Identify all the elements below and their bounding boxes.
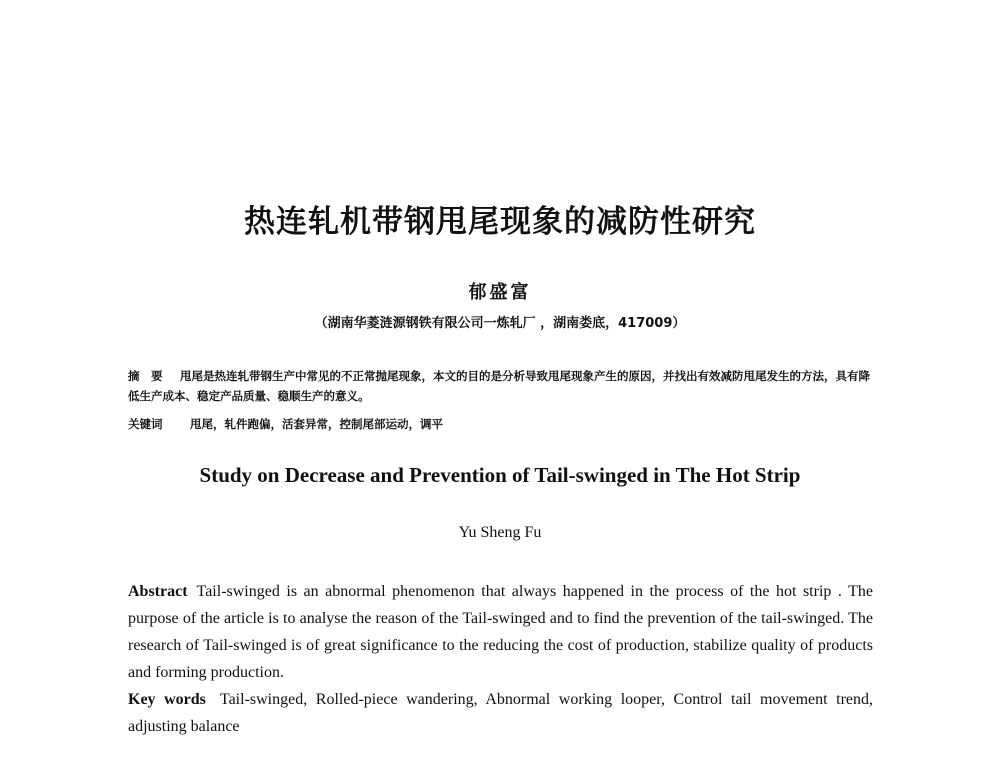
chinese-abstract <box>128 366 873 406</box>
chinese-keywords-text: 甩尾，轧件跑偏，活套异常，控制尾部运动，调平 <box>190 417 443 431</box>
english-author: Yu Sheng Fu <box>458 524 542 541</box>
english-title: Study on Decrease and Prevention of Tail-swinged in The Hot Strip <box>199 463 801 487</box>
chinese-title: 热连轧机带钢甩尾现象的减防性研究 <box>244 204 756 240</box>
chinese-abstract-text: 甩尾是热连轧带钢生产中常见的不正常抛尾现象，本文的目的是分析导致甩尾现象产生的原因，并找出有效减防甩尾发生的方法，具有降低生产成本、稳定产品质量、稳顺生产的意义。 <box>128 369 870 403</box>
chinese-keywords-label: 关键词 <box>128 417 163 431</box>
chinese-abstract-label: 摘 要 <box>128 369 163 383</box>
english-abstract-text: Tail-swinged is an abnormal phenomenon that always happened in the process of the hot strip . The purpose of the article is to analyse the reason of the Tail-swinged and to find the prevention of the tail-swinged. The research of Tail-swinged is of great significance to the reducing the cost of production, stabilize quality of products and forming production. <box>128 583 873 681</box>
english-abstract <box>128 578 873 686</box>
chinese-keywords <box>128 414 873 434</box>
english-keywords-text: Tail-swinged, Rolled-piece wandering, Abnormal working looper, Control tail movement trend, adjusting balance <box>128 691 874 735</box>
english-keywords-label: Key words <box>128 691 206 708</box>
english-abstract-label: Abstract <box>128 583 188 600</box>
chinese-author: 郁盛富 <box>468 282 532 303</box>
english-keywords <box>128 686 873 740</box>
chinese-affiliation: （湖南华菱涟源钢铁有限公司一炼轧厂 ，湖南娄底，417009） <box>314 316 686 331</box>
